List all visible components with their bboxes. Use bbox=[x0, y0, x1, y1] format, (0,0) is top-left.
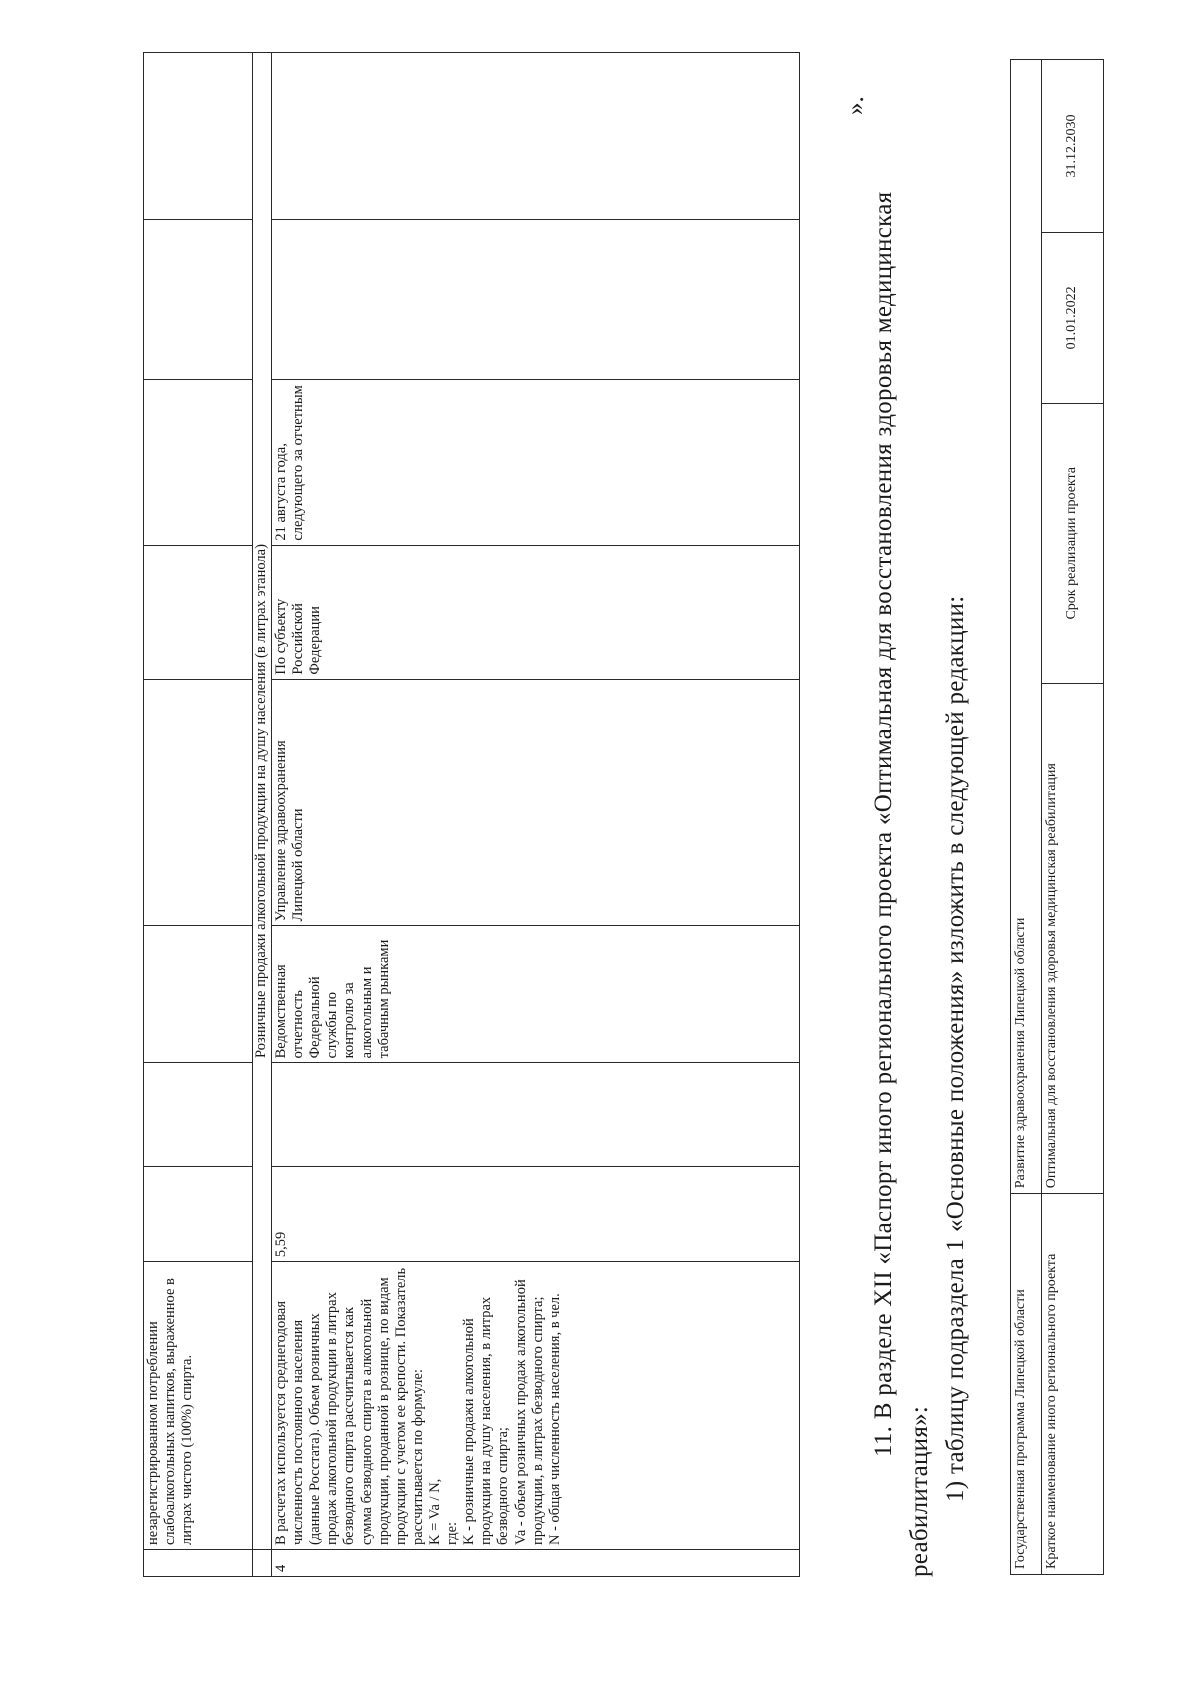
amendment-paragraph-cont: реабилитация»: bbox=[906, 1405, 933, 1577]
project-name-row bbox=[1042, 60, 1104, 1575]
term-label: Срок реализации проекта bbox=[1042, 403, 1104, 683]
indicator-row-4 bbox=[272, 53, 800, 1577]
source-cell: Ведомственная отчетность Федеральной службы по контролю за алкогольным и табачным рынками bbox=[272, 926, 800, 1063]
program-row bbox=[1011, 60, 1042, 1575]
cont-cell-9 bbox=[144, 219, 253, 379]
section-title: Розничные продажи алкогольной продукции на душу населения (в литрах этанола) bbox=[253, 53, 272, 1550]
continuation-row bbox=[144, 53, 253, 1577]
cont-cell-10 bbox=[144, 53, 253, 220]
indicators-table bbox=[143, 52, 800, 1577]
cont-cell-source bbox=[144, 926, 253, 1063]
cont-cell-method: незарегистрированном потреблении слабоалкогольных напитков, выраженное в литрах чистого (100%) спирта. bbox=[144, 1262, 253, 1550]
row-number: 4 bbox=[272, 1550, 800, 1577]
program-label: Государственная программа Липецкой области bbox=[1011, 1194, 1042, 1575]
section-num-cell bbox=[253, 1550, 272, 1577]
closing-quote: ». bbox=[842, 96, 869, 115]
start-date: 01.01.2022 bbox=[1042, 232, 1104, 403]
deadline-cell: 21 августа года, следующего за отчетным bbox=[272, 379, 800, 545]
cell-9 bbox=[272, 219, 800, 379]
project-name-label: Краткое наименование иного регионального проекта bbox=[1042, 1194, 1104, 1575]
subparagraph-1: 1) таблицу подраздела 1 «Основные положения» изложить в следующей редакции: bbox=[942, 595, 969, 1502]
cont-cell-responsible bbox=[144, 679, 253, 926]
cell-10 bbox=[272, 53, 800, 220]
responsible-cell: Управление здравоохранения Липецкой области bbox=[272, 679, 800, 926]
end-date: 31.12.2030 bbox=[1042, 60, 1104, 233]
section-row bbox=[253, 53, 272, 1577]
program-value: Развитие здравоохранения Липецкой области bbox=[1011, 60, 1042, 1194]
cell-4 bbox=[272, 1063, 800, 1167]
method-cell: В расчетах используется среднегодовая численность постоянного населения (данные Росстата). Объем розничных продаж алкогольной продукции в литрах безводного спирта рассчитывается как сумма безводного спирта в алкогольной продукции, проданной в рознице, по видам продукции с учетом ее крепости. Показатель рассчитывается по формуле: K = Va / N, где: K - розничные продажи алкогольной продукции на душу населения, в литрах безводного спирта; Va - объем розничных продаж алкогольной продукции, в литрах безводного спирта; N - общая численность населения, в чел. bbox=[272, 1262, 800, 1550]
base-value-cell: 5,59 bbox=[272, 1167, 800, 1262]
cont-cell-num bbox=[144, 1550, 253, 1577]
cont-cell-level bbox=[144, 545, 253, 679]
basic-provisions-table bbox=[1010, 59, 1104, 1575]
cont-cell-base bbox=[144, 1167, 253, 1262]
level-cell: По субъекту Российской Федерации bbox=[272, 545, 800, 679]
project-name-value: Оптимальная для восстановления здоровья медицинская реабилитация bbox=[1042, 683, 1104, 1194]
cont-cell-4 bbox=[144, 1063, 253, 1167]
amendment-paragraph: 11. В разделе XII «Паспорт иного регионального проекта «Оптимальная для восстановления здоровья медицинская bbox=[870, 191, 897, 1457]
cont-cell-deadline bbox=[144, 379, 253, 545]
